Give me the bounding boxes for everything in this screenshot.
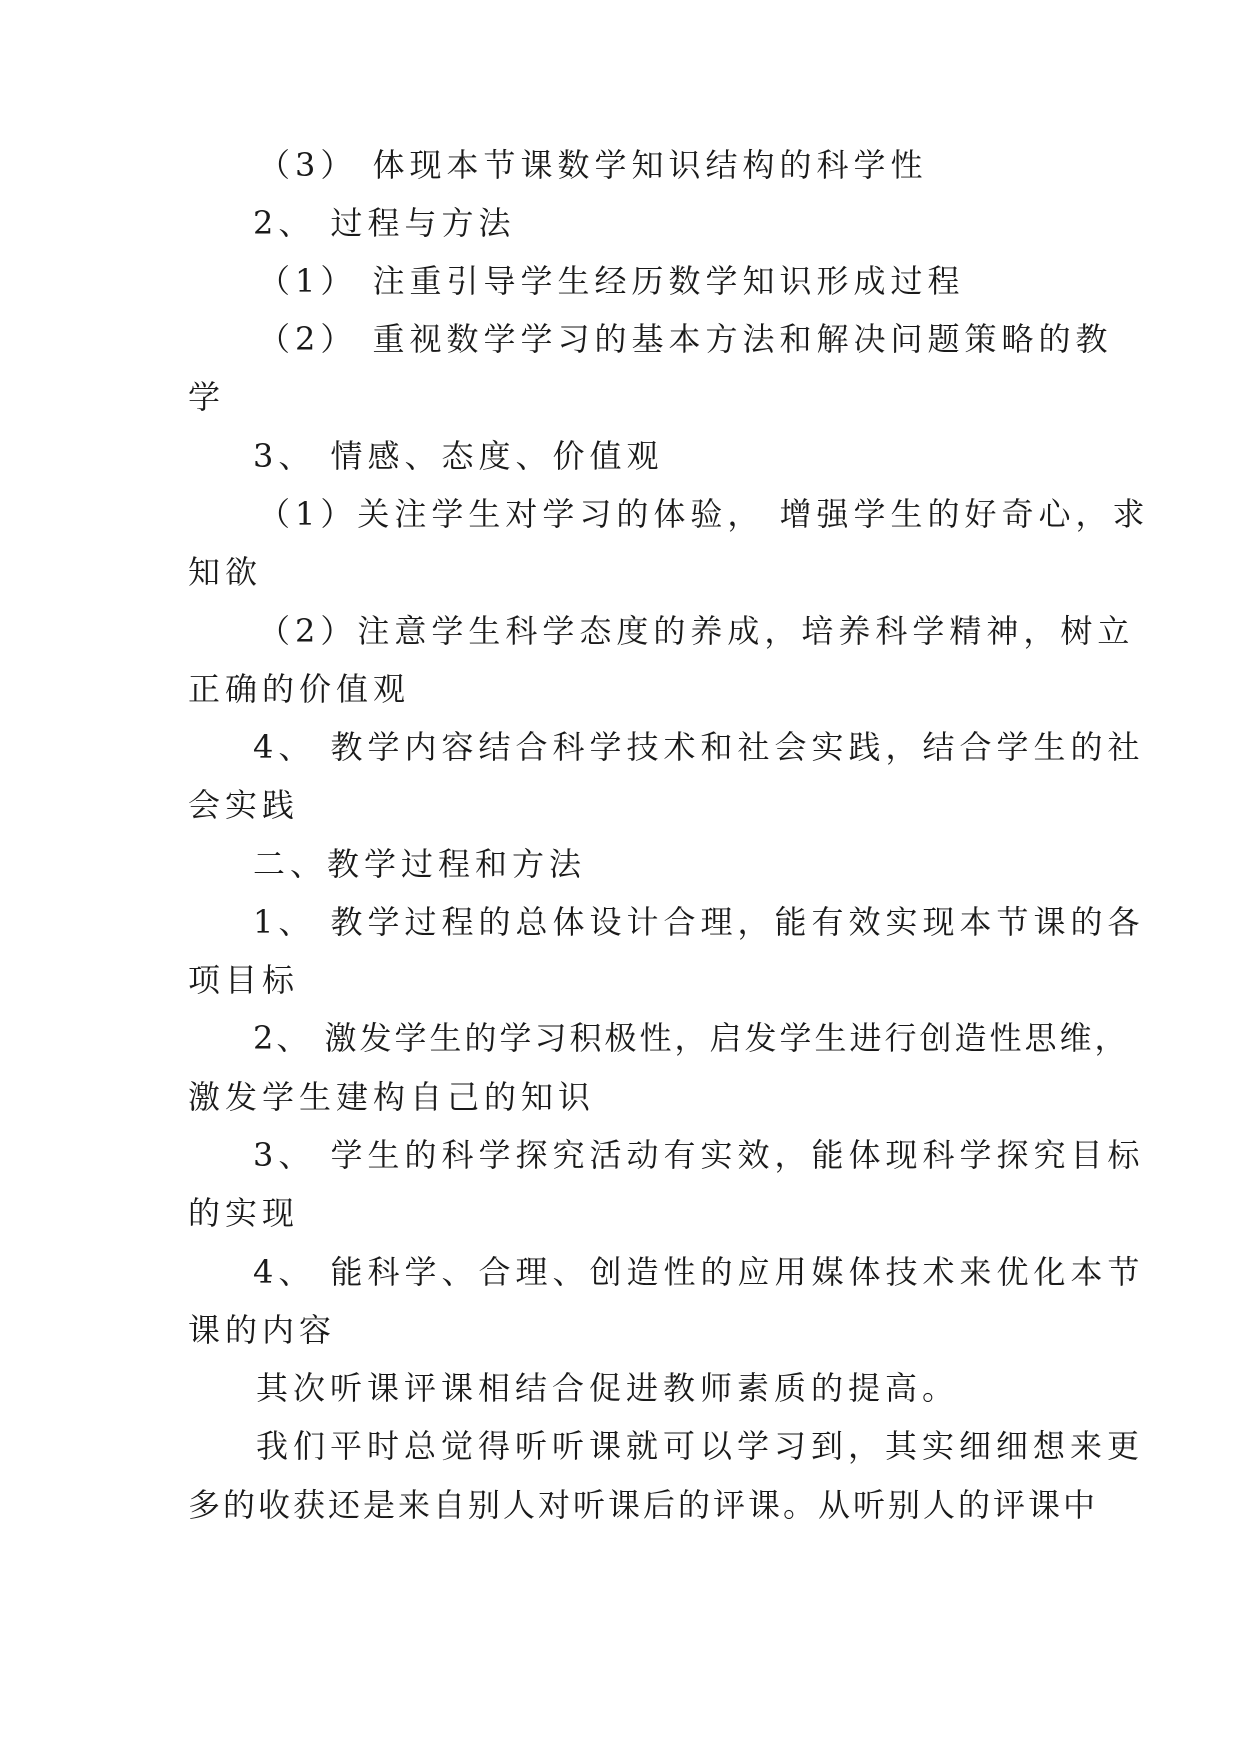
- text-line: （1） 注重引导学生经历数学知识形成过程: [258, 262, 965, 300]
- text-line: 二、教学过程和方法: [253, 845, 587, 883]
- text-line: （2）注意学生科学态度的养成，培养科学精神，树立: [258, 612, 1135, 650]
- text-line: （1）关注学生对学习的体验， 增强学生的好奇心，求: [258, 495, 1150, 533]
- text-line: 激发学生建构自己的知识: [188, 1078, 596, 1116]
- text-line: （3） 体现本节课数学知识结构的科学性: [258, 146, 928, 184]
- text-line: 学: [188, 378, 226, 416]
- text-line: 多的收获还是来自别人对听课后的评课。从听别人的评课中: [188, 1486, 1099, 1524]
- text-line: （2） 重视数学学习的基本方法和解决问题策略的教: [258, 320, 1113, 358]
- text-line: 课的内容: [188, 1311, 337, 1349]
- text-line: 1、 教学过程的总体设计合理，能有效实现本节课的各: [253, 903, 1145, 941]
- text-line: 2、 过程与方法: [253, 204, 516, 242]
- text-line: 知欲: [188, 553, 263, 591]
- text-line: 4、 教学内容结合科学技术和社会实践，结合学生的社: [253, 728, 1145, 766]
- text-line: 正确的价值观: [188, 670, 411, 708]
- text-line: 2、 激发学生的学习积极性，启发学生进行创造性思维，: [253, 1019, 1130, 1057]
- text-line: 项目标: [188, 961, 300, 999]
- text-line: 3、 学生的科学探究活动有实效，能体现科学探究目标: [253, 1136, 1145, 1174]
- text-line: 其次听课评课相结合促进教师素质的提高。: [256, 1369, 960, 1407]
- text-line: 3、 情感、态度、价值观: [253, 437, 664, 475]
- text-line: 4、 能科学、合理、创造性的应用媒体技术来优化本节: [253, 1253, 1145, 1291]
- text-line: 的实现: [188, 1194, 300, 1232]
- text-line: 会实践: [188, 786, 300, 824]
- text-line: 我们平时总觉得听听课就可以学习到，其实细细想来更: [256, 1427, 1145, 1465]
